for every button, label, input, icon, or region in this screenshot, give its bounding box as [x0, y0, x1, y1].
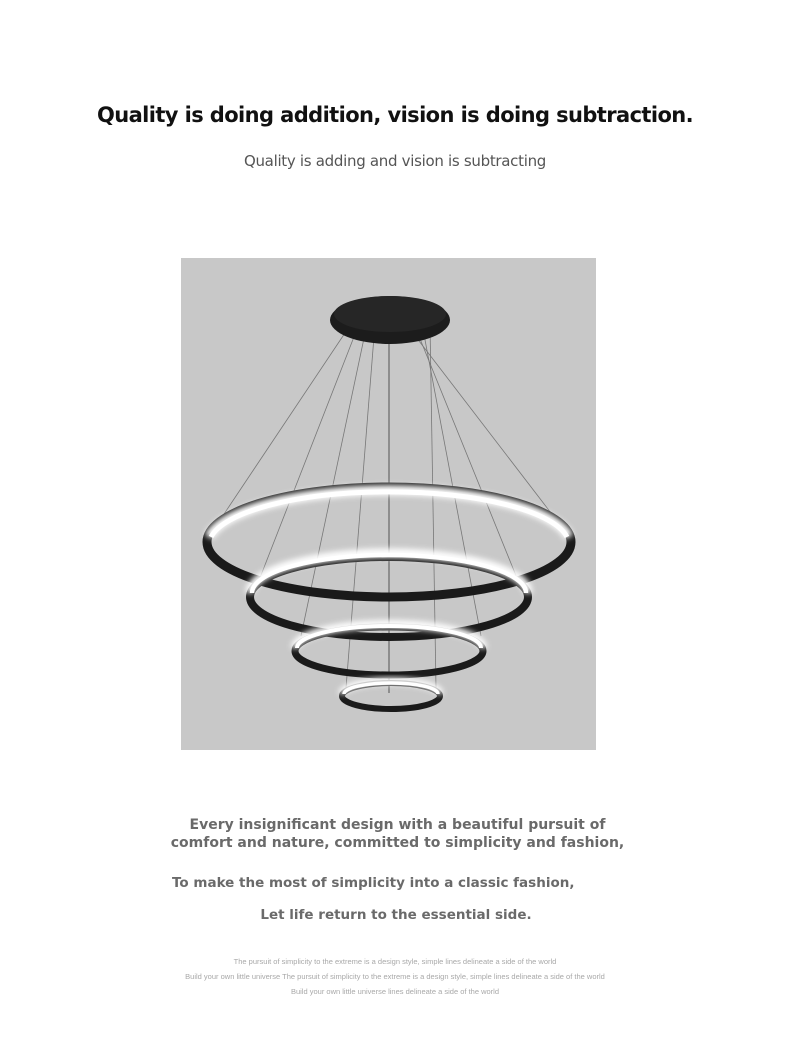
fine-print-line-2: Build your own little universe The pursuit of simplicity to the extreme is a design style, simple lines delineate a side of the world [185, 972, 605, 981]
description-line-3: To make the most of simplicity into a classic fashion, [172, 875, 575, 891]
headline: Quality is doing addition, vision is doing subtraction. [96, 103, 694, 127]
description-paragraph [0, 816, 790, 852]
subheadline: Quality is adding and vision is subtracting [243, 152, 547, 170]
description-line-2: comfort and nature, committed to simplicity and fashion, [170, 835, 625, 851]
fine-print-line-1: The pursuit of simplicity to the extreme is a design style, simple lines delineate a side of the world [233, 957, 557, 966]
description-line-1: Every insignificant design with a beautiful pursuit of [189, 817, 606, 833]
description-line-4: Let life return to the essential side. [260, 907, 532, 923]
chandelier-photo [181, 258, 596, 750]
chandelier-illustration [181, 258, 596, 750]
ring-smallest [342, 681, 440, 709]
fine-print-line-3: Build your own little universe lines delineate a side of the world [290, 987, 500, 996]
